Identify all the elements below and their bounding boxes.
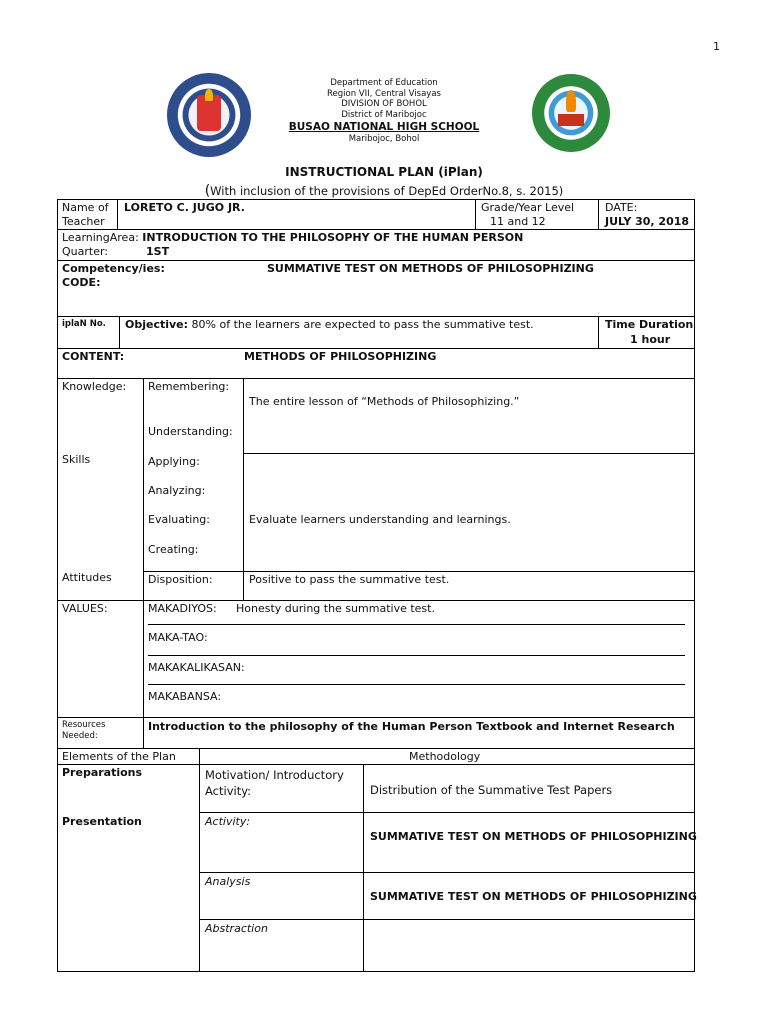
school-name: BUSAO NATIONAL HIGH SCHOOL: [288, 121, 480, 133]
elements-of-plan-label: Elements of the Plan: [62, 750, 176, 763]
methodology-label: Methodology: [409, 750, 481, 763]
makakalikasan-label: MAKAKALIKASAN:: [148, 661, 245, 674]
header-line-4: District of Maribojoc: [341, 109, 427, 120]
resources-label: Resources Needed:: [62, 720, 106, 741]
makadiyos-text: Honesty during the summative test.: [236, 602, 435, 615]
motivation-text: Distribution of the Summative Test Papers: [370, 783, 613, 797]
time-duration-value: 1 hour: [630, 333, 671, 346]
makadiyos-label: MAKADIYOS:: [148, 602, 217, 615]
time-duration-label: Time Duration: [605, 318, 694, 331]
header-line-1: Department of Education: [330, 78, 438, 88]
content-label: CONTENT:: [62, 350, 125, 363]
presentation-label: Presentation: [62, 815, 142, 828]
attitudes-text: Positive to pass the summative test.: [249, 573, 450, 586]
content-value: METHODS OF PHILOSOPHIZING: [244, 350, 437, 363]
quarter-value: 1ST: [146, 245, 170, 258]
preparations-label: Preparations: [62, 766, 143, 779]
analysis-label: Analysis: [205, 875, 251, 888]
iplan-number-label: iplaN No.: [62, 319, 106, 329]
learning-area-value: INTRODUCTION TO THE PHILOSOPHY OF THE HUMAN PERSON: [142, 231, 524, 244]
objective-label: Objective:: [125, 318, 189, 331]
activity-text: SUMMATIVE TEST ON METHODS OF PHILOSOPHIZING: [370, 830, 697, 843]
evaluating-label: Evaluating:: [148, 513, 210, 526]
subtitle-paren: (: [204, 183, 211, 199]
school-location: Maribojoc, Bohol: [348, 134, 420, 144]
creating-label: Creating:: [148, 543, 199, 556]
objective-value: 80% of the learners are expected to pass the summative test.: [188, 318, 534, 331]
objective-row: [125, 318, 534, 332]
learning-area-label: LearningArea:: [62, 231, 139, 244]
quarter-label: Quarter:: [62, 245, 109, 258]
applying-label: Applying:: [148, 455, 200, 468]
learning-area-row: [62, 231, 523, 245]
abstraction-label: Abstraction: [205, 922, 268, 935]
teacher-name: LORETO C. JUGO JR.: [124, 201, 245, 214]
understanding-label: Understanding:: [148, 425, 233, 438]
grade-level-label: Grade/Year Level: [481, 201, 575, 214]
letterhead: [0, 78, 768, 145]
activity-label: Activity:: [205, 815, 251, 828]
makatao-label: MAKA-TAO:: [148, 631, 208, 644]
knowledge-label: Knowledge:: [62, 380, 127, 393]
knowledge-text: The entire lesson of “Methods of Philosophizing.”: [249, 395, 520, 408]
remembering-label: Remembering:: [148, 380, 230, 393]
resources-value: Introduction to the philosophy of the Human Person Textbook and Internet Research: [148, 720, 675, 733]
analysis-text: SUMMATIVE TEST ON METHODS OF PHILOSOPHIZING: [370, 890, 697, 903]
values-label: VALUES:: [62, 602, 108, 615]
motivation-label: Motivation/ Introductory Activity:: [205, 768, 344, 798]
date-value: JULY 30, 2018: [605, 215, 690, 228]
attitudes-label: Attitudes: [62, 571, 112, 584]
grade-level-value: 11 and 12: [490, 215, 546, 228]
competency-value: SUMMATIVE TEST ON METHODS OF PHILOSOPHIZING: [267, 262, 594, 275]
document-subtitle: [0, 183, 768, 199]
code-label: CODE:: [62, 276, 101, 289]
competency-label: Competency/ies:: [62, 262, 165, 275]
page-number: 1: [713, 40, 720, 53]
document-title: INSTRUCTIONAL PLAN (iPlan): [285, 165, 483, 179]
analyzing-label: Analyzing:: [148, 484, 206, 497]
header-line-3: DIVISION OF BOHOL: [341, 99, 427, 109]
date-label: DATE:: [605, 201, 638, 214]
header-line-2: Region VII, Central Visayas: [327, 88, 441, 99]
disposition-label: Disposition:: [148, 573, 213, 586]
skills-label: Skills: [62, 453, 91, 466]
subtitle-text: With inclusion of the provisions of DepEd OrderNo.8, s. 2015): [210, 184, 564, 198]
makabansa-label: MAKABANSA:: [148, 690, 222, 703]
skills-text: Evaluate learners understanding and learnings.: [249, 513, 511, 526]
name-of-teacher-label: Name of Teacher: [62, 201, 109, 228]
